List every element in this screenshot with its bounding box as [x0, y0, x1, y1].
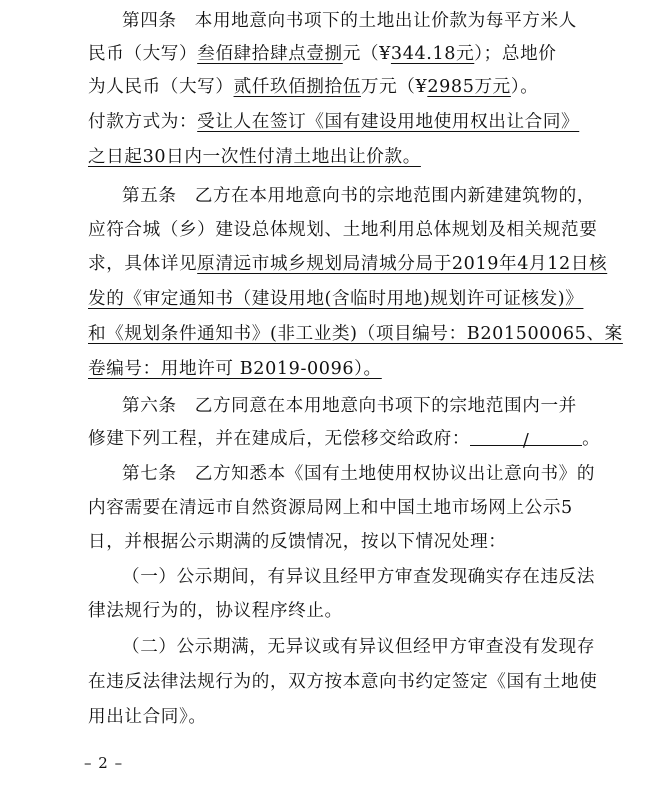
article-7-line-2: 内容需要在清远市自然资源局网上和中国土地市场网上公示5 — [88, 498, 573, 518]
article-5-line-6: 卷编号：用地许可 B2019-0096）。 — [88, 359, 382, 379]
article-4-line-1: 第四条 本用地意向书项下的土地出让价款为每平方米人 — [122, 11, 577, 31]
planning-reference: 原清远市城乡规划局清城分局于2019年4月12日核 — [197, 254, 608, 274]
payment-method: 受让人在签订《国有建设用地使用权出让合同》 — [197, 112, 580, 132]
article-5-line-1: 第五条 乙方在本用地意向书的宗地范围内新建建筑物的， — [122, 186, 596, 206]
article-5-line-2: 应符合城（乡）建设总体规划、土地利用总体规划及相关规范要 — [88, 220, 598, 240]
article-5-line-5: 和《规划条件通知书》(非工业类)（项目编号：B201500065、案 — [88, 324, 623, 344]
article-7-clause-2-line-2: 在违反法律法规行为的，双方按本意向书约定签定《国有土地使 — [88, 672, 598, 692]
article-6-line-2: 修建下列工程，并在建成后，无偿移交给政府： / 。 — [88, 423, 600, 456]
article-5-line-3: 求，具体详见原清远市城乡规划局清城分局于2019年4月12日核 — [88, 254, 608, 274]
article-7-clause-1-line-1: （一）公示期间，有异议且经甲方审查发现确实存在违反法 — [122, 567, 596, 587]
article-4-line-5: 之日起30日内一次性付清土地出让价款。 — [88, 147, 421, 167]
article-4-line-4: 付款方式为：受让人在签订《国有建设用地使用权出让合同》 — [88, 112, 580, 132]
article-7-clause-2-line-1: （二）公示期满，无异议或有异议但经甲方审查没有发现存 — [122, 637, 596, 657]
unit-price-figure: 344.18元 — [390, 44, 475, 64]
works-blank: / — [470, 425, 582, 446]
article-7-clause-2-line-3: 用出让合同》。 — [88, 707, 207, 727]
article-6-line-1: 第六条 乙方同意在本用地意向书项下的宗地范围内一并 — [122, 396, 577, 416]
article-7-line-1: 第七条 乙方知悉本《国有土地使用权协议出让意向书》的 — [122, 464, 596, 484]
article-4-line-3: 为人民币（大写）贰仟玖佰捌拾伍万元（¥2985万元）。 — [88, 77, 539, 97]
article-5-line-4: 发的《审定通知书（建设用地(含临时用地)规划许可证核发)》 — [88, 289, 584, 309]
article-7-clause-1-line-2: 律法规行为的，协议程序终止。 — [88, 601, 343, 621]
page-number: – 2 – — [84, 754, 124, 772]
article-4-line-2: 民币（大写）叁佰肆拾肆点壹捌元（¥344.18元）；总地价 — [88, 44, 557, 64]
article-7-line-3: 日，并根据公示期满的反馈情况，按以下情况处理： — [88, 532, 507, 552]
total-price-in-words: 贰仟玖佰捌拾伍 — [233, 77, 361, 97]
total-price-figure: 2985万元 — [427, 77, 511, 97]
unit-price-in-words: 叁佰肆拾肆点壹捌 — [197, 44, 343, 64]
